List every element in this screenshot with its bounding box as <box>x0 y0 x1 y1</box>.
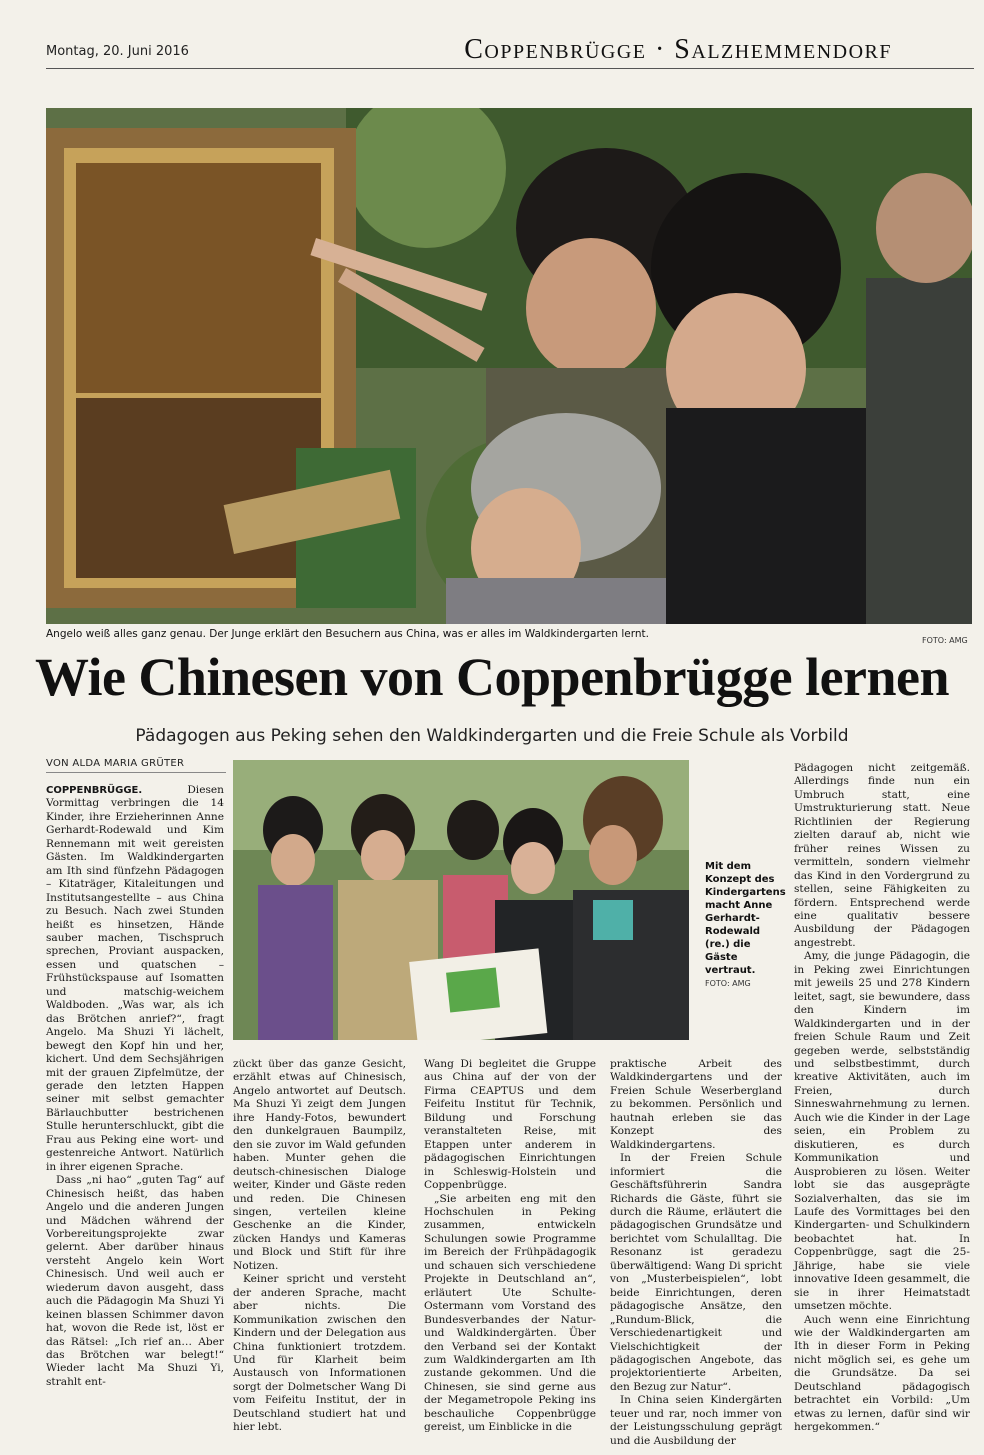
issue-date: Montag, 20. Juni 2016 <box>46 44 189 59</box>
paragraph: zückt über das ganze Gesicht, erzählt etwas auf Chinesisch, Angelo antwortet auf Deutsch. Ma Shuzi Yi zeigt dem Jungen ihre Handy-Fotos, bewundert den dunkelgrauen Baumpilz, den sie zuvor im Wald gefunden haben. Munter gehen die deutsch-chinesischen Dialoge weiter, Kinder und Gäste reden und reden. Die Chinesen singen, verteilen kleine Geschenke an die Kinder, zücken Handys und Kameras und Block und Stift für ihre Notizen. <box>233 1058 406 1272</box>
dateline: COPPENBRÜGGE. <box>46 785 143 796</box>
paragraph: Amy, die junge Pädagogin, die in Peking zwei Einrichtungen mit jeweils 25 und 278 Kindern leitet, sagt, sie bewundere, dass den Kindern im Waldkindergarten und in der freien Schule Raum und Zeit gegeben werde, selbstständig und selbstbestimmt, durch kreative Aktivitäten, auch im Freien, durch Sinneswahrnehmung zu lernen. Auch wie die Kinder in der Lage seien, ein Problem zu diskutieren, es durch Kommunikation und Ausprobieren zu lösen. Weiter lobt sie das ausgeprägte Sozialverhalten, das sie im Laufe des Vormittages bei den Kindergarten- und Schulkindern beobachtet hat. In Coppenbrügge, sagt die 25-Jährige, habe sie viele innovative Ideen gesammelt, die sie in ihrer Heimatstadt umsetzen möchte. <box>794 950 970 1313</box>
article-column-5 <box>794 762 970 1435</box>
paragraph: Dass „ni hao“ „guten Tag“ auf Chinesisch heißt, das haben Angelo und die anderen Jungen und Mädchen während der Vorbereitungsprojekte zwar gelernt. Aber darüber hinaus versteht Angelo kein Wort Chinesisch. Und weil auch er wiederum davon ausgeht, dass auch die Pädagogin Ma Shuzi Yi keinen blassen Schimmer davon hat, wovon die Rede ist, löst er das Rätsel: „Ich rief an… Aber das Brötchen war belegt!“ Wieder lacht Ma Shuzi Yi, strahlt ent- <box>46 1174 224 1388</box>
article-column-4 <box>610 1058 782 1448</box>
subheadline: Pädagogen aus Peking sehen den Waldkindergarten und die Freie Schule als Vorbild <box>135 726 849 746</box>
headline: Wie Chinesen von Coppenbrügge lernen <box>34 647 950 707</box>
section-title: Coppenbrügge · Salzhemmendorf <box>464 34 892 65</box>
second-photo-credit: FOTO: AMG <box>705 979 751 988</box>
paragraph: Pädagogen nicht zeitgemäß. Allerdings finde nun ein Umbruch statt, eine Umstrukturierung statt. Neue Richtlinien der Regierung zielten darauf ab, nicht wie früher reines Wissen zu vermitteln, sondern vielmehr das Kind in den Vordergrund zu stellen, seine Fähigkeiten zu fördern. Entsprechend werde eine qualitativ bessere Ausbildung der Pädagogen angestrebt. <box>794 762 970 949</box>
main-photo-caption: Angelo weiß alles ganz genau. Der Junge erklärt den Besuchern aus China, was er alles im Waldkindergarten lernt. <box>46 628 649 640</box>
paragraph: „Sie arbeiten eng mit den Hochschulen in Peking zusammen, entwickeln Schulungen sowie Programme im Bereich der Frühpädagogik und schauen sich verschiedene Projekte in Deutschland an“, erläutert Ute Schulte-Ostermann vom Vorstand des Bundesverbandes der Natur- und Waldkindergärten. Über den Verband sei der Kontakt zum Waldkindergarten am Ith zustande gekommen. Und die Chinesen, sie sind gerne aus der Megametropole Peking ins beschauliche Coppenbrügge gereist, um Einblicke in die <box>424 1192 596 1434</box>
main-photo <box>46 108 972 624</box>
paragraph: In China seien Kindergärten teuer und rar, noch immer von der Leistungsschulung geprägt und die Ausbildung der <box>610 1394 782 1447</box>
paragraph: praktische Arbeit des Waldkindergartens und der Freien Schule Weserbergland zu bekommen. Persönlich und hautnah erleben sie das Konzept des Waldkindergartens. <box>610 1058 782 1151</box>
paragraph: In der Freien Schule informiert die Geschäftsführerin Sandra Richards die Gäste, führt sie durch die Räume, erläutert die pädagogischen Grundsätze und berichtet vom Schulalltag. Die Resonanz ist geradezu überwältigend: Wang Di spricht von „Musterbeispielen“, lobt beide Einrichtungen, deren pädagogische Ansätze, den „Rundum-Blick, die Verschiedenartigkeit und Vielschichtigkeit der pädagogischen Angebote, das projektorientierte Arbeiten, den Bezug zur Natur“. <box>610 1152 782 1393</box>
paragraph <box>46 784 224 1174</box>
paragraph: Keiner spricht und versteht der anderen Sprache, macht aber nichts. Die Kommunikation zwischen den Kindern und der Delegation aus China funktioniert trotzdem. Und für Klarheit beim Austausch von Informationen sorgt der Dolmetscher Wang Di vom Feifeitu Institut, der in Deutschland studiert hat und hier lebt. <box>233 1273 406 1434</box>
paragraph: Wang Di begleitet die Gruppe aus China auf der von der Firma CEAPTUS und dem Feifeitu Institut für Technik, Bildung und Forschung veranstalteten Reise, mit Etappen unter anderem in pädagogischen Einrichtungen in Schleswig-Holstein und Coppenbrügge. <box>424 1058 596 1192</box>
paragraph: Auch wenn eine Einrichtung wie der Waldkindergarten am Ith in dieser Form in Peking nicht möglich sei, es gehe um die Grundsätze. Da sei Deutschland pädagogisch betrachtet ein Vorbild: „Um etwas zu lernen, dafür sind wir hergekommen.“ <box>794 1313 970 1434</box>
article-column-3 <box>424 1058 596 1435</box>
header-rule <box>46 68 974 69</box>
article-column-2 <box>233 1058 406 1435</box>
paragraph-text: Diesen Vormittag verbringen die 14 Kinder, ihre Erzieherinnen Anne Gerhardt-Rodewald und Kim Rennemann mit weit gereisten Gästen. Im Waldkindergarten am Ith sind fünfzehn Pädagogen – Kitaträger, Kitaleitungen und Institutsangestellte – aus China zu Besuch. Nach zwei Stunden heißt es hinsetzen, Hände sauber machen, Tischspruch sprechen, Proviant auspacken, essen und quatschen – Frühstückspause auf Isomatten und matschig-weichem Waldboden. „Was war, als ich das Brötchen anrief?“, fragt Angelo. Ma Shuzi Yi lächelt, bewegt den Kopf hin und her, kichert. Und dem Sechsjährigen mit der grauen Zipfelmütze, der gerade den letzten Happen seiner mit selbst gemachter Bärlauchbutter bestrichenen Stulle herunterschluckt, gibt die Frau aus Peking eine wort- und gestenreiche Antwort. Natürlich in ihrer eigenen Sprache. <box>46 784 224 1173</box>
second-photo-caption: Mit dem Konzept des Kindergartens macht Anne Gerhardt-Rodewald (re.) die Gäste vertraut. <box>705 861 786 976</box>
second-photo-caption-block <box>705 860 786 990</box>
second-photo <box>233 760 689 1040</box>
main-photo-credit: FOTO: AMG <box>922 636 968 645</box>
byline: VON ALDA MARIA GRÜTER <box>46 758 226 773</box>
article-column-1 <box>46 784 224 1389</box>
